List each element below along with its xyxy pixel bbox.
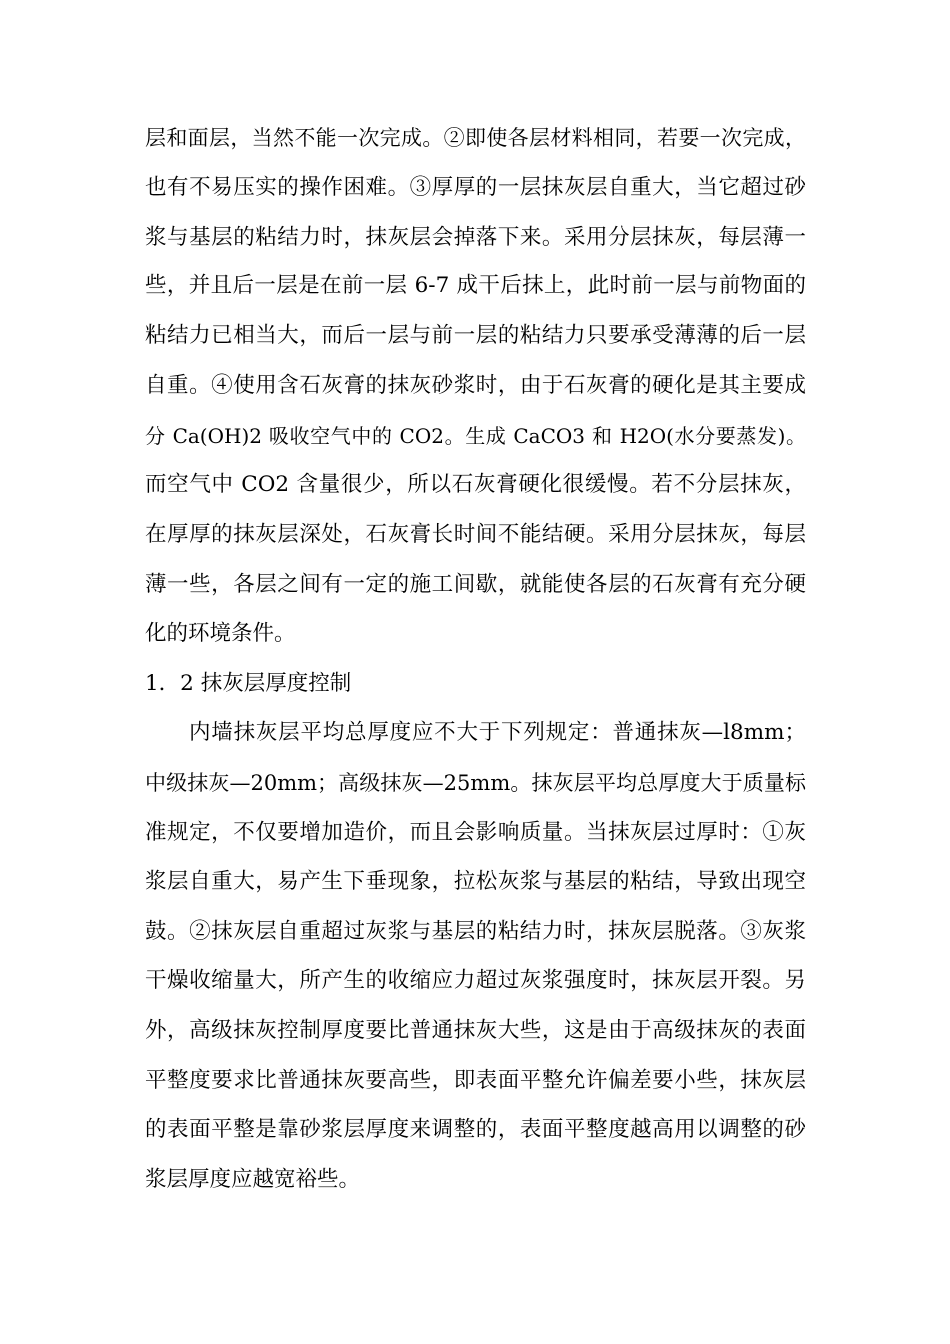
text-line: 浆与基层的粘结力时，抹灰层会掉落下来。采用分层抹灰，每层薄一 <box>145 225 806 250</box>
text-line: 层和面层，当然不能一次完成。②即使各层材料相同，若要一次完成， <box>145 126 806 150</box>
text-line: 中级抹灰—20mm；高级抹灰—25mm。抹灰层平均总厚度大于质量标 <box>145 771 806 795</box>
text-line: 自重。④使用含石灰膏的抹灰砂浆时，由于石灰膏的硬化是其主要成 <box>145 373 806 398</box>
text-line: 粘结力已相当大，而后一层与前一层的粘结力只要承受薄薄的后一层 <box>145 323 806 348</box>
text-line: 分 Ca(OH)2 吸收空气中的 CO2。生成 CaCO3 和 H2O(水分要蒸发)。 <box>145 424 806 448</box>
text-line: 在厚厚的抹灰层深处，石灰膏长时间不能结硬。采用分层抹灰，每层 <box>145 522 806 547</box>
section-heading: 1．2 抹灰层厚度控制 <box>145 671 352 696</box>
text-line: 平整度要求比普通抹灰要高些，即表面平整允许偏差要小些，抹灰层 <box>145 1068 806 1093</box>
text-line: 些，并且后一层是在前一层 6-7 成干后抹上，此时前一层与前物面的 <box>145 273 806 298</box>
text-line: 而空气中 CO2 含量很少，所以石灰膏硬化很缓慢。若不分层抹灰， <box>145 472 806 497</box>
text-line: 外，高级抹灰控制厚度要比普通抹灰大些，这是由于高级抹灰的表面 <box>145 1018 806 1043</box>
text-line: 内墙抹灰层平均总厚度应不大于下列规定：普通抹灰—l8mm； <box>189 720 806 745</box>
text-line: 浆层厚度应越宽裕些。 <box>145 1167 361 1192</box>
text-line: 薄一些，各层之间有一定的施工间歇，就能使各层的石灰膏有充分硬 <box>145 572 806 597</box>
text-line: 化的环境条件。 <box>145 621 296 646</box>
text-line: 浆层自重大，易产生下垂现象，拉松灰浆与基层的粘结，导致出现空 <box>145 869 806 894</box>
text-line: 的表面平整是靠砂浆层厚度来调整的，表面平整度越高用以调整的砂 <box>145 1117 806 1142</box>
text-line: 也有不易压实的操作困难。③厚厚的一层抹灰层自重大，当它超过砂 <box>145 175 806 200</box>
text-line: 准规定，不仅要增加造价，而且会影响质量。当抹灰层过厚时：①灰 <box>145 820 806 845</box>
text-line: 干燥收缩量大，所产生的收缩应力超过灰浆强度时，抹灰层开裂。另 <box>145 968 806 993</box>
text-line: 鼓。②抹灰层自重超过灰浆与基层的粘结力时，抹灰层脱落。③灰浆 <box>145 919 806 944</box>
